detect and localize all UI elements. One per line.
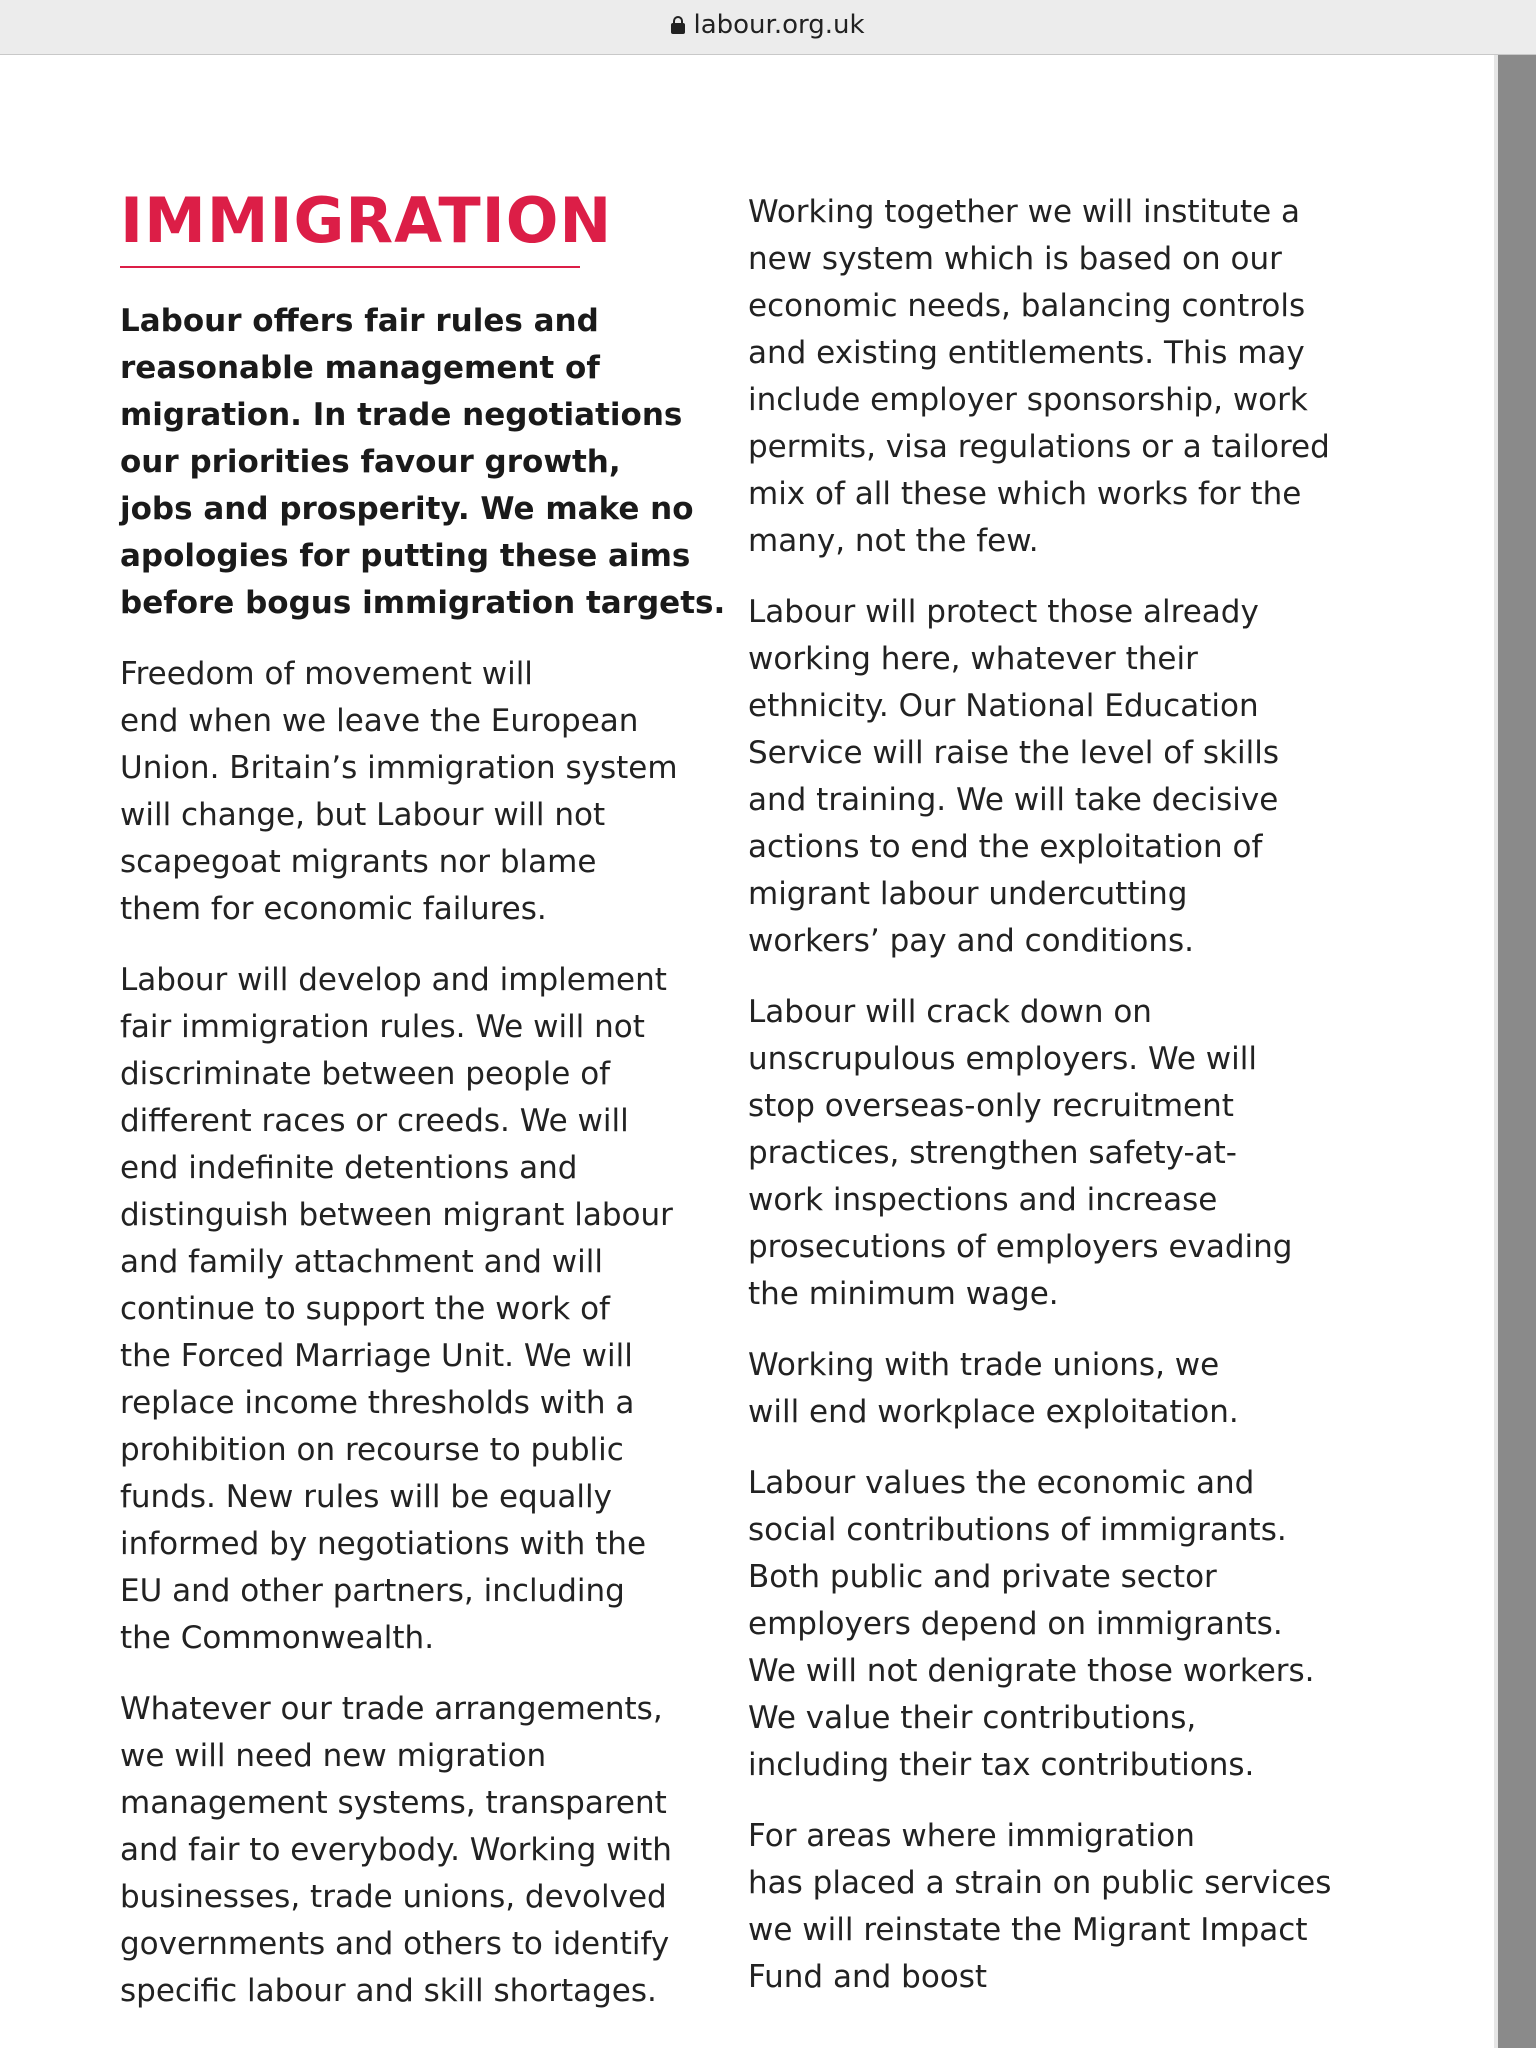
paragraph-line: Labour will crack down on xyxy=(748,994,1152,1030)
paragraph-line: jobs and prosperity. We make no xyxy=(120,491,694,527)
paragraph-line: Labour will develop and implement xyxy=(120,962,667,998)
page-title: IMMIGRATION xyxy=(120,184,613,257)
paragraph-line: Both public and private sector xyxy=(748,1559,1217,1595)
paragraph-line: prohibition on recourse to public xyxy=(120,1432,624,1468)
paragraph-line: and fair to everybody. Working with xyxy=(120,1832,672,1868)
intro-paragraph xyxy=(120,298,726,627)
paragraph-line: Freedom of movement will xyxy=(120,656,533,692)
url-display[interactable] xyxy=(0,9,1536,41)
paragraph-line: unscrupulous employers. We will xyxy=(748,1041,1257,1077)
paragraph-line: businesses, trade unions, devolved xyxy=(120,1879,667,1915)
paragraph-line: including their tax contributions. xyxy=(748,1747,1255,1783)
paragraph-line: informed by negotiations with the xyxy=(120,1526,647,1562)
right-paragraphs xyxy=(748,189,1332,2001)
paragraph-line: permits, visa regulations or a tailored xyxy=(748,429,1330,465)
paragraph-line: management systems, transparent xyxy=(120,1785,667,1821)
paragraph-line: will end workplace exploitation. xyxy=(748,1394,1239,1430)
body-paragraph xyxy=(748,589,1328,965)
paragraph-line: Fund and boost xyxy=(748,1959,988,1995)
paragraph-line: governments and others to identify xyxy=(120,1926,670,1962)
paragraph-line: will change, but Labour will not xyxy=(120,797,606,833)
paragraph-line: actions to end the exploitation of xyxy=(748,829,1263,865)
url-text[interactable]: labour.org.uk xyxy=(693,10,865,40)
paragraph-line: end when we leave the European xyxy=(120,703,639,739)
paragraph-line: many, not the few. xyxy=(748,523,1039,559)
paragraph-line: economic needs, balancing controls xyxy=(748,288,1306,324)
paragraph-line: and existing entitlements. This may xyxy=(748,335,1305,371)
paragraph-line: Working together we will institute a xyxy=(748,194,1301,230)
paragraph-line: replace income thresholds with a xyxy=(120,1385,635,1421)
paragraph-line: has placed a strain on public services xyxy=(748,1865,1332,1901)
paragraph-line: we will reinstate the Migrant Impact xyxy=(748,1912,1308,1948)
paragraph-line: stop overseas-only recruitment xyxy=(748,1088,1234,1124)
right-column xyxy=(748,189,1332,2025)
left-column xyxy=(120,184,726,2039)
paragraph-line: fair immigration rules. We will not xyxy=(120,1009,645,1045)
paragraph-line: Whatever our trade arrangements, xyxy=(120,1691,663,1727)
paragraph-line: and training. We will take decisive xyxy=(748,782,1279,818)
paragraph-line: the Forced Marriage Unit. We will xyxy=(120,1338,633,1374)
paragraph-line: We value their contributions, xyxy=(748,1700,1197,1736)
paragraph-line: ethnicity. Our National Education xyxy=(748,688,1259,724)
paragraph-line: end indefinite detentions and xyxy=(120,1150,578,1186)
paragraph-line: the minimum wage. xyxy=(748,1276,1059,1312)
paragraph-line: mix of all these which works for the xyxy=(748,476,1302,512)
paragraph-line: Working with trade unions, we xyxy=(748,1347,1220,1383)
body-paragraph xyxy=(120,1686,680,2015)
paragraph-line: reasonable management of xyxy=(120,350,600,386)
paragraph-line: new system which is based on our xyxy=(748,241,1282,277)
paragraph-line: scapegoat migrants nor blame xyxy=(120,844,597,880)
paragraph-line: apologies for putting these aims xyxy=(120,538,691,574)
scrollbar-track[interactable] xyxy=(1498,55,1536,2048)
paragraph-line: Labour offers fair rules and xyxy=(120,303,599,339)
title-underline xyxy=(120,266,580,268)
body-paragraph xyxy=(748,1342,1328,1436)
paragraph-line: work inspections and increase xyxy=(748,1182,1218,1218)
body-paragraph xyxy=(748,1460,1328,1789)
paragraph-line: the Commonwealth. xyxy=(120,1620,435,1656)
paragraph-line: prosecutions of employers evading xyxy=(748,1229,1293,1265)
paragraph-line: funds. New rules will be equally xyxy=(120,1479,612,1515)
paragraph-line: employers depend on immigrants. xyxy=(748,1606,1283,1642)
paragraph-line: and family attachment and will xyxy=(120,1244,603,1280)
paragraph-line: different races or creeds. We will xyxy=(120,1103,629,1139)
paragraph-line: For areas where immigration xyxy=(748,1818,1195,1854)
paragraph-line: migrant labour undercutting xyxy=(748,876,1188,912)
body-paragraph xyxy=(748,189,1328,565)
paragraph-line: Service will raise the level of skills xyxy=(748,735,1280,771)
body-paragraph xyxy=(120,651,680,933)
paragraph-line: them for economic failures. xyxy=(120,891,547,927)
paragraph-line: practices, strengthen safety-at- xyxy=(748,1135,1237,1171)
paragraph-line: discriminate between people of xyxy=(120,1056,611,1092)
paragraph-line: EU and other partners, including xyxy=(120,1573,625,1609)
paragraph-line: Labour will protect those already xyxy=(748,594,1259,630)
paragraph-line: distinguish between migrant labour xyxy=(120,1197,673,1233)
paragraph-line: include employer sponsorship, work xyxy=(748,382,1308,418)
paragraph-line: workers’ pay and conditions. xyxy=(748,923,1194,959)
left-paragraphs xyxy=(120,298,726,2015)
body-paragraph xyxy=(748,989,1328,1318)
paragraph-line: working here, whatever their xyxy=(748,641,1198,677)
paragraph-line: before bogus immigration targets. xyxy=(120,585,726,621)
paragraph-line: we will need new migration xyxy=(120,1738,547,1774)
lock-icon xyxy=(671,16,685,34)
paragraph-line: Labour values the economic and xyxy=(748,1465,1255,1501)
body-paragraph xyxy=(120,957,680,1662)
paragraph-line: continue to support the work of xyxy=(120,1291,610,1327)
paragraph-line: We will not denigrate those workers. xyxy=(748,1653,1315,1689)
paragraph-line: specific labour and skill shortages. xyxy=(120,1973,657,2009)
browser-url-bar[interactable] xyxy=(0,0,1536,55)
body-paragraph xyxy=(748,1813,1332,2001)
paragraph-line: social contributions of immigrants. xyxy=(748,1512,1287,1548)
paragraph-line: Union. Britain’s immigration system xyxy=(120,750,678,786)
paragraph-line: migration. In trade negotiations xyxy=(120,397,683,433)
paragraph-line: our priorities favour growth, xyxy=(120,444,621,480)
